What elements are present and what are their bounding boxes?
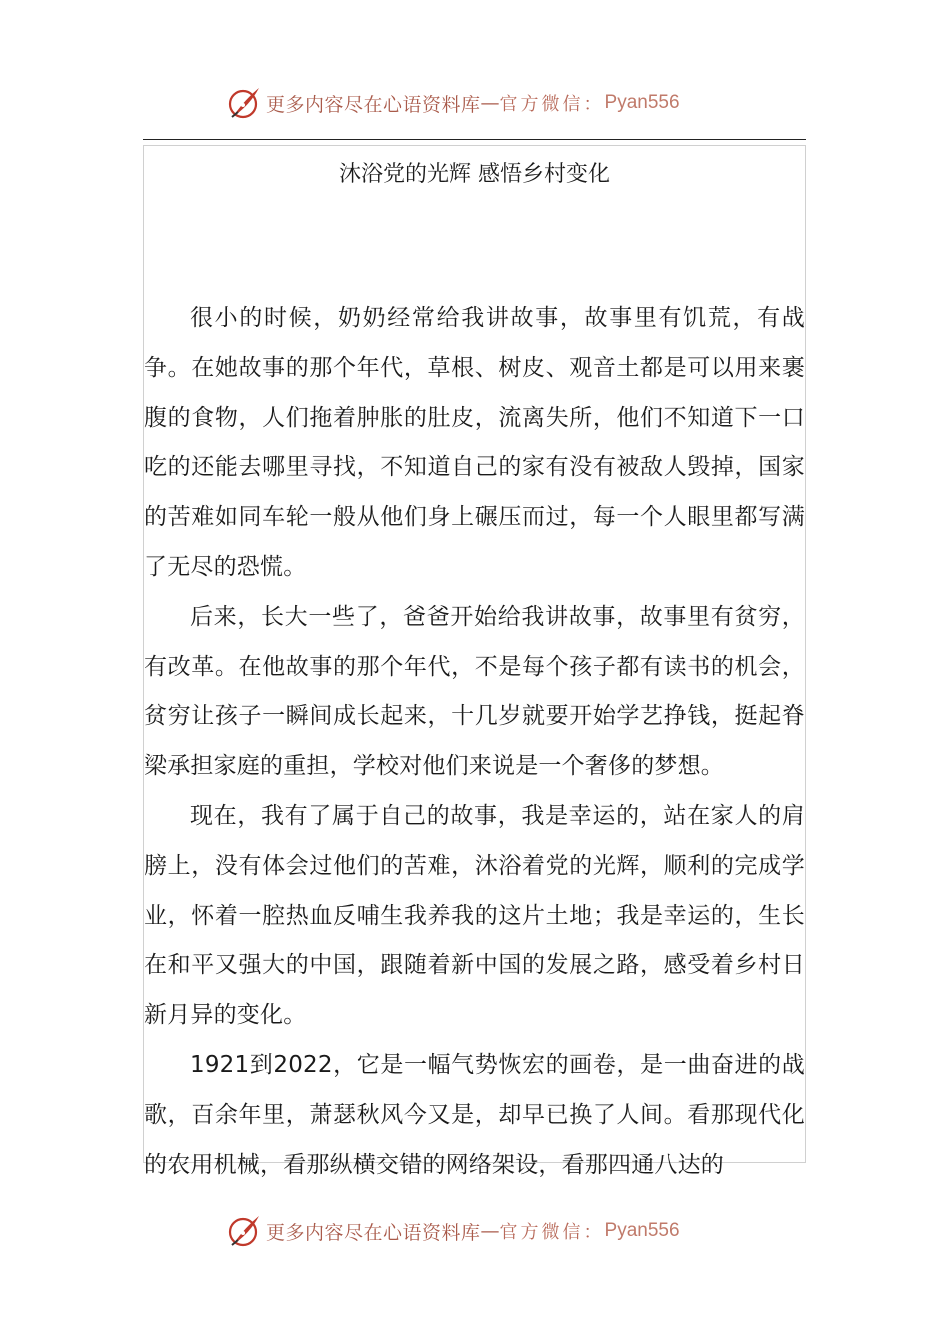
- paragraph-2: 后来，长大一些了，爸爸开始给我讲故事，故事里有贫穷，有改革。在他故事的那个年代，不是每个孩子都有读书的机会，贫穷让孩子一瞬间成长起来，十几岁就要开始学艺挣钱，挺起脊梁承担家庭的重担，学校对他们来说是一个奢侈的梦想。: [144, 603, 805, 780]
- document-frame: [143, 145, 806, 1178]
- paragraph-3: 现在，我有了属于自己的故事，我是幸运的，站在家人的肩膀上，没有体会过他们的苦难，沐浴着党的光辉，顺利的完成学业，怀着一腔热血反哺生我养我的这片土地；我是幸运的，生长在和平又强大的中国，跟随着新中国的发展之路，感受着乡村日新月异的变化。: [144, 802, 805, 1029]
- header-wechat-label: 官方微信：: [499, 94, 605, 115]
- footer-wechat-id: Pyan556: [604, 1220, 680, 1241]
- footer-wechat-label: 官方微信：: [499, 1222, 605, 1243]
- paragraph-4: 1921到2022，它是一幅气势恢宏的画卷，是一曲奋进的战歌，百余年里，萧瑟秋风今又是，却早已换了人间。看那现代化的农用机械，看那纵横交错的网络架设，看那四通八达的: [144, 1051, 805, 1178]
- header-separator: —: [480, 92, 500, 114]
- document-body: [144, 294, 805, 1190]
- footer-banner: [226, 1211, 746, 1251]
- quill-pen-logo-icon: [226, 85, 262, 121]
- header-banner: [226, 83, 746, 123]
- header-text: 更多内容尽在心语资料库: [266, 93, 481, 116]
- quill-pen-logo-icon: [226, 1213, 262, 1249]
- footer-text: 更多内容尽在心语资料库: [266, 1221, 481, 1244]
- paragraph-1: 很小的时候，奶奶经常给我讲故事，故事里有饥荒，有战争。在她故事的那个年代，草根、树皮、观音土都是可以用来裹腹的食物，人们拖着肿胀的肚皮，流离失所，他们不知道下一口吃的还能去哪里寻找，不知道自己的家有没有被敌人毁掉，国家的苦难如同车轮一般从他们身上碾压而过，每一个人眼里都写满了无尽的恐慌。: [144, 305, 805, 580]
- footer-separator: —: [480, 1220, 500, 1242]
- header-rule: [143, 139, 806, 140]
- document-title: 沐浴党的光辉 感悟乡村变化: [339, 162, 610, 187]
- header-wechat-id: Pyan556: [604, 92, 680, 113]
